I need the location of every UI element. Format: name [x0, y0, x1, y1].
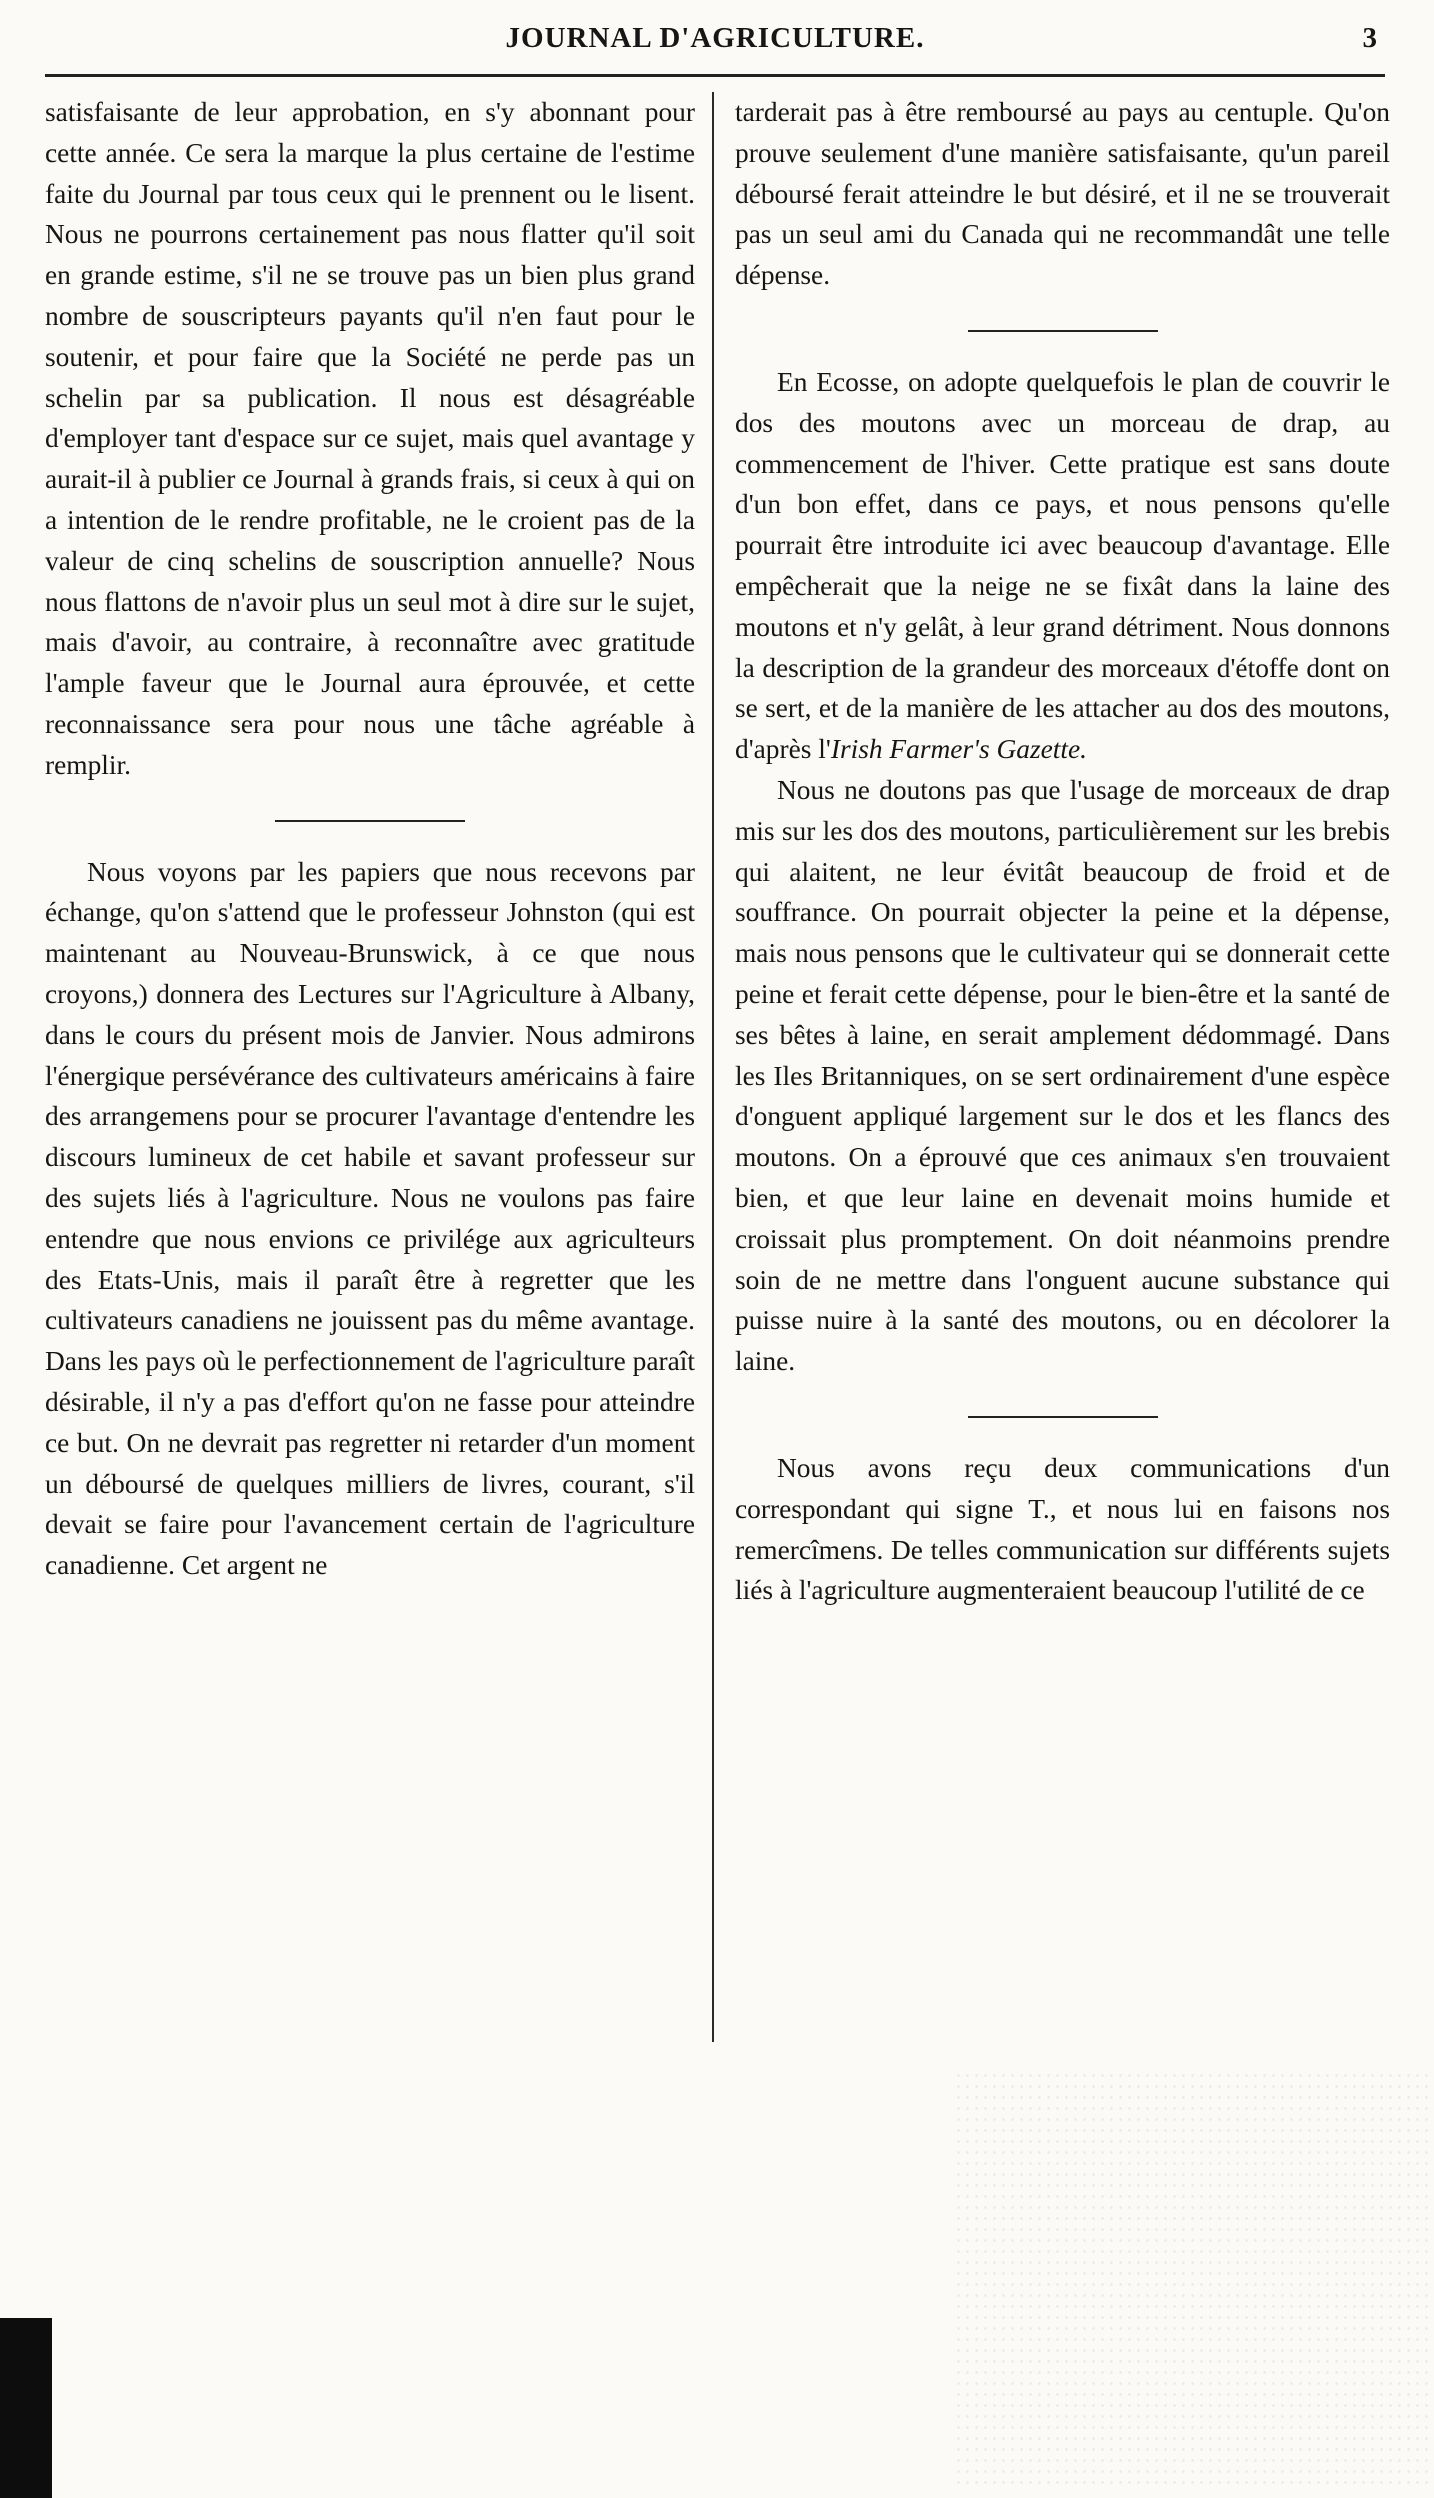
left-paragraph-1: satisfaisante de leur approbation, en s'y abonnant pour cette année. Ce sera la marque la plus certaine de l'estime faite du Journal par tous ceux qui le prennent ou le lisent. Nous ne pourrons certainement pas nous flatter qu'il soit en grande estime, s'il ne se trouve pas un bien plus grand nombre de souscripteurs payants qu'il n'en faut pour le soutenir, et pour faire que la Société ne perde pas un schelin par sa publication. Il nous est désagréable d'employer tant d'espace sur ce sujet, mais quel avantage y aurait-il à publier ce Journal à grands frais, si ceux à qui on a intention de le rendre profitable, ne le croient pas de la valeur de cinq schelins de souscription annuelle? Nous nous flattons de n'avoir plus un seul mot à dire sur le sujet, mais d'avoir, au contraire, à reconnaître avec gratitude l'ample faveur que le Journal aura éprouvée, et cette reconnaissance sera pour nous une tâche agréable à remplir. — [45, 97, 695, 780]
scan-margin-mark — [0, 2318, 52, 2498]
left-column — [45, 92, 695, 1586]
section-divider — [275, 820, 465, 822]
page-header — [45, 14, 1385, 66]
running-title: JOURNAL D'AGRICULTURE. — [505, 22, 925, 54]
right-paragraph-1: tarderait pas à être remboursé au pays au centuple. Qu'on prouve seulement d'une manière satisfaisante, qu'un pareil déboursé ferait atteindre le but désiré, et il ne se trouverait pas un seul ami du Canada qui ne recommandât une telle dépense. — [735, 97, 1390, 291]
right-paragraph-4: Nous avons reçu deux communications d'un correspondant qui signe T., et nous lui en faisons nos remercîmens. De telles communication sur différents sujets liés à l'agriculture augmenteraient beaucoup l'utilité de ce — [735, 1452, 1390, 1606]
right-column — [735, 92, 1390, 1611]
header-rule — [45, 74, 1385, 77]
left-paragraph-2: Nous voyons par les papiers que nous recevons par échange, qu'on s'attend que le professeur Johnston (qui est maintenant au Nouveau-Brunswick, à ce que nous croyons,) donnera des Lectures sur l'Agriculture à Albany, dans le cours du présent mois de Janvier. Nous admirons l'énergique persévérance des cultivateurs américains à faire des arrangemens pour se procurer l'avantage d'entendre les discours lumineux de cet habile et savant professeur sur des sujets liés à l'agriculture. Nous ne voulons pas faire entendre que nous envions ce privilége aux agriculteurs des Etats-Unis, mais il paraît être à regretter que les cultivateurs canadiens ne jouissent pas du même avantage. Dans les pays où le perfectionnement de l'agriculture paraît désirable, il n'y a pas d'effort qu'on ne fasse pour atteindre ce but. On ne devrait pas regretter ni retarder d'un moment un déboursé de quelques milliers de livres, courant, s'il devait se faire pour l'avancement certain de l'agriculture canadienne. Cet argent ne — [45, 856, 695, 1581]
right-paragraph-2 — [735, 362, 1390, 770]
right-paragraph-2-text: En Ecosse, on adopte quelquefois le plan de couvrir le dos des moutons avec un morceau de drap, au commencement de l'hiver. Cette pratique est sans doute d'un bon effet, dans ce pays, et nous pensons qu'elle pourrait être introduite ici avec beaucoup d'avantage. Elle empêcherait que la neige ne se fixât dans la laine des moutons et n'y gelât, à leur grand détriment. Nous donnons la description de la grandeur des morceaux d'étoffe dont on se sert, et de la manière de les attacher au dos des moutons, d'après l' — [735, 366, 1390, 765]
paper-speckle — [954, 2070, 1434, 2490]
right-paragraph-3: Nous ne doutons pas que l'usage de morceaux de drap mis sur les dos des moutons, particulièrement sur les brebis qui alaitent, ne leur évitât beaucoup de froid et de souffrance. On pourrait objecter la peine et la dépense, mais nous pensons que le cultivateur qui se donnerait cette peine et ferait cette dépense, pour le bien-être et la santé de ses bêtes à laine, en serait amplement dédommagé. Dans les Iles Britanniques, on se sert ordinairement d'une espèce d'onguent appliqué largement sur le dos et les flancs des moutons. On a éprouvé que ces animaux s'en trouvaient bien, et que leur laine en devenait moins humide et croissait plus promptement. On doit néanmoins prendre soin de ne mettre dans l'onguent aucune substance qui puisse nuire à la santé des moutons, ou en décolorer la laine. — [735, 774, 1390, 1377]
section-divider — [968, 330, 1158, 332]
publication-title: Irish Farmer's Gazette. — [830, 734, 1087, 765]
column-divider — [712, 92, 714, 2042]
section-divider — [968, 1416, 1158, 1418]
page-number: 3 — [1362, 22, 1377, 54]
